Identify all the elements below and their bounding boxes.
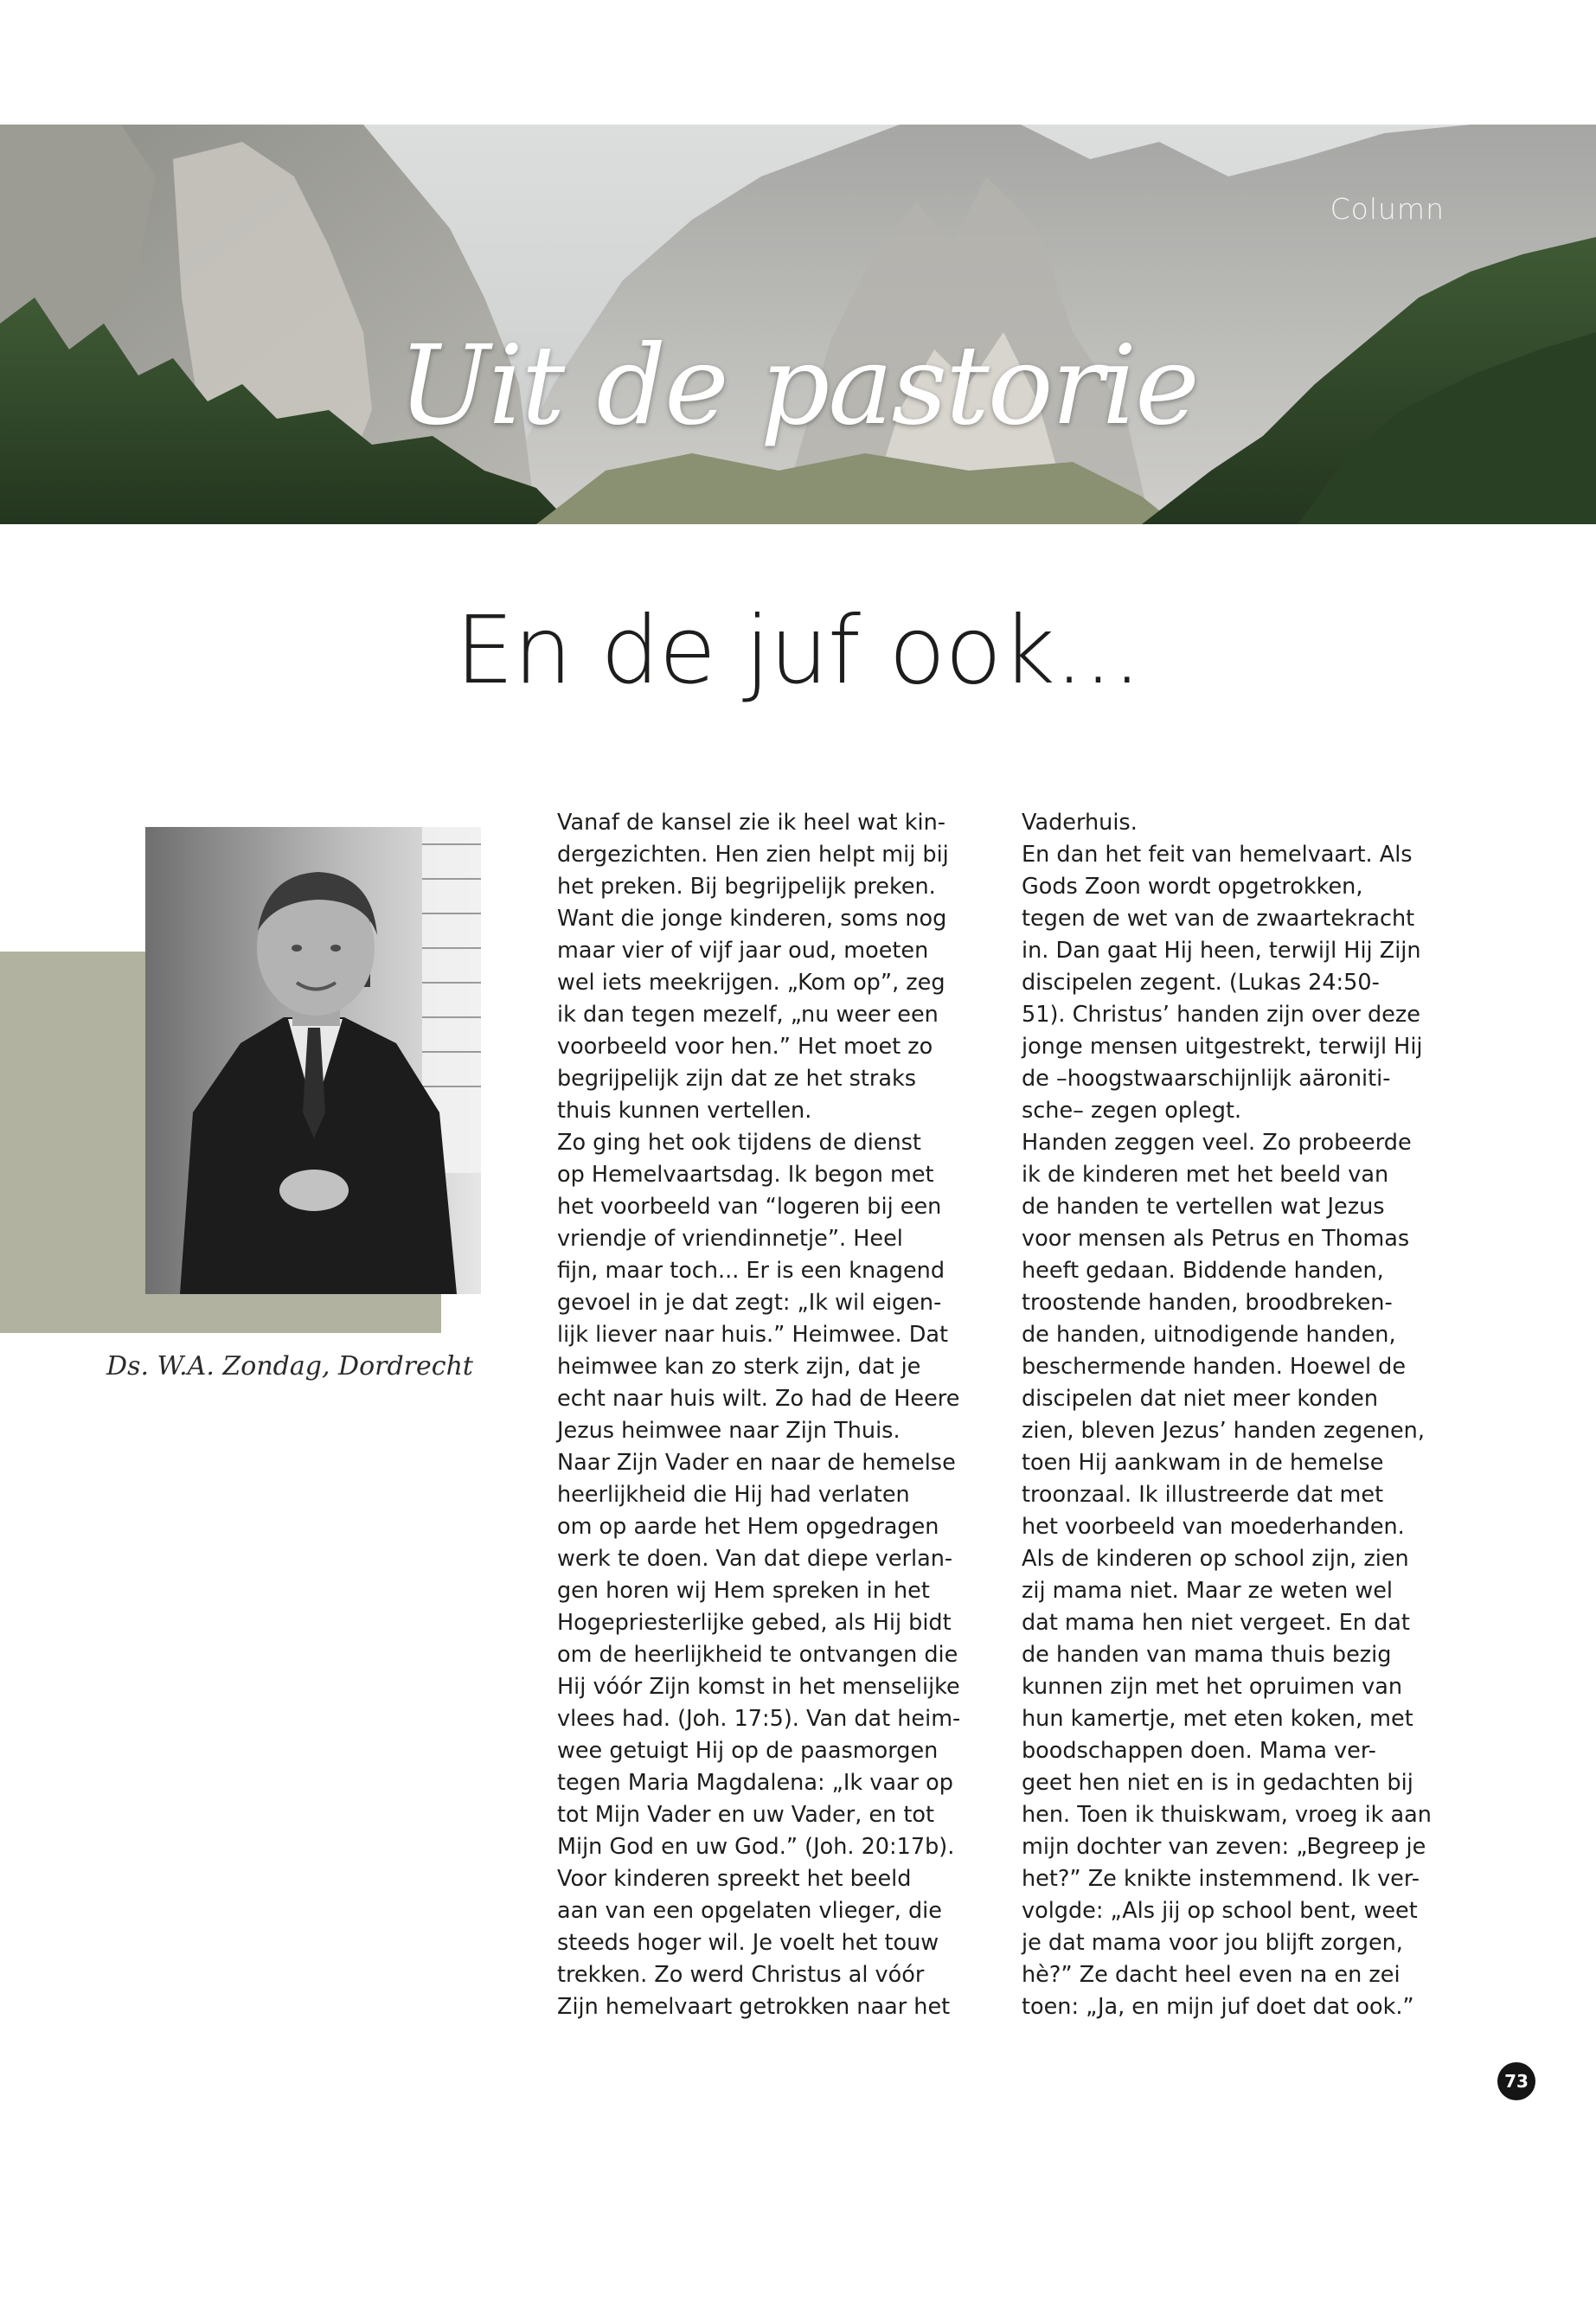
section-label: Column bbox=[1330, 192, 1445, 226]
text-line: discipelen dat niet meer konden bbox=[1022, 1386, 1378, 1412]
text-line: begrijpelijk zijn dat ze het straks bbox=[557, 1066, 917, 1092]
text-line: thuis kunnen vertellen. bbox=[557, 1098, 812, 1124]
author-portrait-photo bbox=[145, 827, 481, 1294]
text-line: mijn dochter van zeven: „Begreep je bbox=[1022, 1834, 1426, 1860]
text-line: ik de kinderen met het beeld van bbox=[1022, 1162, 1389, 1188]
text-line: voor mensen als Petrus en Thomas bbox=[1022, 1226, 1410, 1252]
text-line: tegen de wet van de zwaartekracht bbox=[1022, 906, 1415, 932]
text-line: kunnen zijn met het opruimen van bbox=[1022, 1674, 1403, 1700]
article-column-1 bbox=[557, 807, 1007, 2023]
text-line: tegen Maria Magdalena: „Ik vaar op bbox=[557, 1770, 953, 1796]
text-line: Zo ging het ook tijdens de dienst bbox=[557, 1130, 921, 1156]
text-line: wee getuigt Hij op de paasmorgen bbox=[557, 1738, 939, 1764]
text-line: het voorbeeld van “logeren bij een bbox=[557, 1194, 942, 1220]
text-line: lijk liever naar huis.” Heimwee. Dat bbox=[557, 1322, 948, 1348]
text-line: Handen zeggen veel. Zo probeerde bbox=[1022, 1130, 1412, 1156]
text-line: de handen, uitnodigende handen, bbox=[1022, 1322, 1396, 1348]
text-line: trekken. Zo werd Christus al vóór bbox=[557, 1962, 925, 1988]
text-line: Als de kinderen op school zijn, zien bbox=[1022, 1546, 1409, 1572]
page-number-badge: 73 bbox=[1497, 2062, 1535, 2100]
text-line: Naar Zijn Vader en naar de hemelse bbox=[557, 1450, 956, 1476]
text-line: hun kamertje, met eten koken, met bbox=[1022, 1706, 1413, 1732]
text-line: steeds hoger wil. Je voelt het touw bbox=[557, 1930, 939, 1956]
text-line: toen: „Ja, en mijn juf doet dat ook.” bbox=[1022, 1994, 1414, 2020]
text-line: Voor kinderen spreekt het beeld bbox=[557, 1866, 912, 1892]
text-line: Vaderhuis. bbox=[1022, 810, 1138, 836]
article-column-2 bbox=[1022, 807, 1471, 2023]
text-line: aan van een opgelaten vlieger, die bbox=[557, 1898, 942, 1924]
text-line: dergezichten. Hen zien helpt mij bij bbox=[557, 842, 949, 868]
text-line: vriendje of vriendinnetje”. Heel bbox=[557, 1226, 903, 1252]
text-line: tot Mijn Vader en uw Vader, en tot bbox=[557, 1802, 934, 1828]
series-title: Uit de pastorie bbox=[398, 322, 1198, 449]
text-line: Zijn hemelvaart getrokken naar het bbox=[557, 1994, 951, 2020]
text-line: echt naar huis wilt. Zo had de Heere bbox=[557, 1386, 960, 1412]
text-line: dat mama hen niet vergeet. En dat bbox=[1022, 1610, 1410, 1636]
text-line: hen. Toen ik thuiskwam, vroeg ik aan bbox=[1022, 1802, 1432, 1828]
text-line: de handen te vertellen wat Jezus bbox=[1022, 1194, 1385, 1220]
text-line: om op aarde het Hem opgedragen bbox=[557, 1514, 939, 1540]
text-line: beschermende handen. Hoewel de bbox=[1022, 1354, 1407, 1380]
text-line: Want die jonge kinderen, soms nog bbox=[557, 906, 947, 932]
text-line: boodschappen doen. Mama ver- bbox=[1022, 1738, 1376, 1764]
text-line: troonzaal. Ik illustreerde dat met bbox=[1022, 1482, 1384, 1508]
text-line: Jezus heimwee naar Zijn Thuis. bbox=[557, 1418, 901, 1444]
text-line: het preken. Bij begrijpelijk preken. bbox=[557, 874, 936, 900]
text-line: voorbeeld voor hen.” Het moet zo bbox=[557, 1034, 933, 1060]
article-title: En de juf ook... bbox=[455, 597, 1141, 705]
text-line: toen Hij aankwam in de hemelse bbox=[1022, 1450, 1384, 1476]
text-line: heimwee kan zo sterk zijn, dat je bbox=[557, 1354, 921, 1380]
text-line: vlees had. (Joh. 17:5). Van dat heim- bbox=[557, 1706, 961, 1732]
text-line: om de heerlijkheid te ontvangen die bbox=[557, 1642, 958, 1668]
text-line: fijn, maar toch... Er is een knagend bbox=[557, 1258, 945, 1284]
text-line: heerlijkheid die Hij had verlaten bbox=[557, 1482, 910, 1508]
text-line: 51). Christus’ handen zijn over deze bbox=[1022, 1002, 1420, 1028]
text-line: Gods Zoon wordt opgetrokken, bbox=[1022, 874, 1363, 900]
text-line: Vanaf de kansel zie ik heel wat kin- bbox=[557, 810, 945, 836]
text-line: wel iets meekrijgen. „Kom op”, zeg bbox=[557, 970, 945, 996]
text-line: zien, bleven Jezus’ handen zegenen, bbox=[1022, 1418, 1425, 1444]
text-line: op Hemelvaartsdag. Ik begon met bbox=[557, 1162, 934, 1188]
text-line: werk te doen. Van dat diepe verlan- bbox=[557, 1546, 953, 1572]
text-line: het?” Ze knikte instemmend. Ik ver- bbox=[1022, 1866, 1420, 1892]
text-line: maar vier of vijf jaar oud, moeten bbox=[557, 938, 929, 964]
text-line: troostende handen, broodbreken- bbox=[1022, 1290, 1393, 1316]
text-line: gen horen wij Hem spreken in het bbox=[557, 1578, 930, 1604]
text-line: hè?” Ze dacht heel even na en zei bbox=[1022, 1962, 1401, 1988]
text-line: discipelen zegent. (Lukas 24:50- bbox=[1022, 970, 1380, 996]
text-line: jonge mensen uitgestrekt, terwijl Hij bbox=[1022, 1034, 1423, 1060]
text-line: de –hoogstwaarschijnlijk aäroniti- bbox=[1022, 1066, 1391, 1092]
text-line: Hogepriesterlijke gebed, als Hij bidt bbox=[557, 1610, 952, 1636]
text-line: je dat mama voor jou blijft zorgen, bbox=[1022, 1930, 1403, 1956]
text-line: sche– zegen oplegt. bbox=[1022, 1098, 1242, 1124]
text-line: de handen van mama thuis bezig bbox=[1022, 1642, 1392, 1668]
text-line: En dan het feit van hemelvaart. Als bbox=[1022, 842, 1413, 868]
text-line: ik dan tegen mezelf, „nu weer een bbox=[557, 1002, 939, 1028]
text-line: geet hen niet en is in gedachten bij bbox=[1022, 1770, 1413, 1796]
author-byline: Ds. W.A. Zondag, Dordrecht bbox=[106, 1351, 473, 1381]
text-line: het voorbeeld van moederhanden. bbox=[1022, 1514, 1405, 1540]
text-line: Mijn God en uw God.” (Joh. 20:17b). bbox=[557, 1834, 955, 1860]
text-line: zij mama niet. Maar ze weten wel bbox=[1022, 1578, 1393, 1604]
text-line: Hij vóór Zijn komst in het menselijke bbox=[557, 1674, 960, 1700]
text-line: heeft gedaan. Biddende handen, bbox=[1022, 1258, 1384, 1284]
text-line: gevoel in je dat zegt: „Ik wil eigen- bbox=[557, 1290, 942, 1316]
text-line: in. Dan gaat Hij heen, terwijl Hij Zijn bbox=[1022, 938, 1421, 964]
text-line: volgde: „Als jij op school bent, weet bbox=[1022, 1898, 1418, 1924]
